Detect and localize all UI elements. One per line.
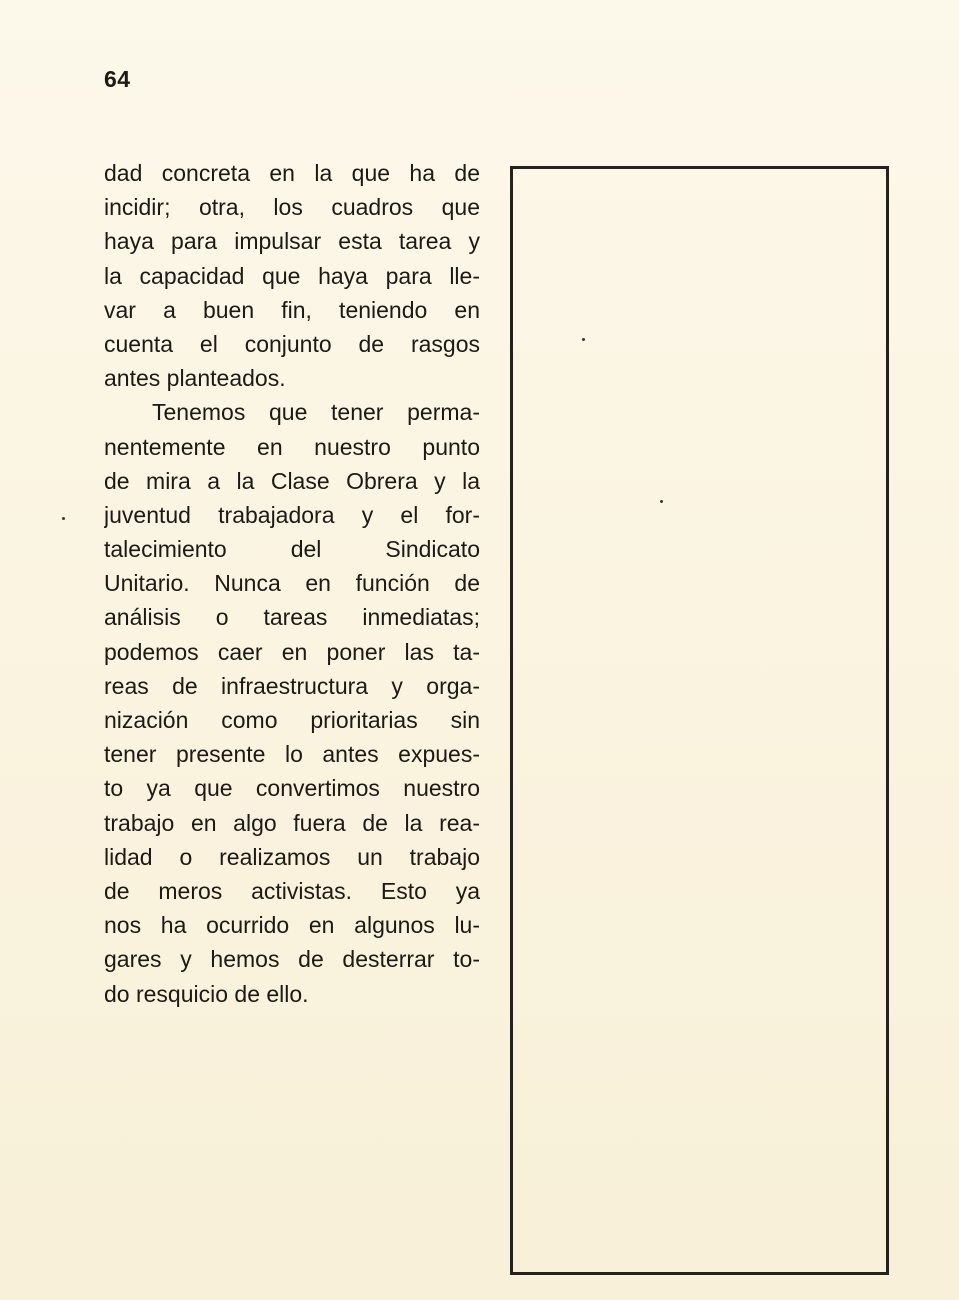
text-line: do resquicio de ello. bbox=[104, 980, 309, 1007]
text-line: nos ha ocurrido en algunos lu- bbox=[104, 912, 480, 939]
text-line: var a buen fin, teniendo en bbox=[104, 296, 480, 323]
ink-speck bbox=[582, 338, 585, 341]
text-line: talecimiento del Sindicato bbox=[104, 536, 480, 563]
text-line: nización como prioritarias sin bbox=[104, 707, 480, 733]
ink-speck bbox=[62, 517, 65, 520]
text-line: lidad o realizamos un trabajo bbox=[104, 843, 480, 870]
empty-box-frame bbox=[510, 166, 889, 1275]
text-line: reas de infraestructura y orga- bbox=[104, 672, 480, 699]
text-line: nentemente en nuestro punto bbox=[104, 433, 480, 460]
text-line: gares y hemos de desterrar to- bbox=[104, 946, 480, 973]
text-line: de mira a la Clase Obrera y la bbox=[104, 467, 480, 494]
text-line: cuenta el conjunto de rasgos bbox=[104, 330, 480, 357]
text-line: la capacidad que haya para lle- bbox=[104, 262, 480, 289]
paragraph-2 bbox=[104, 395, 480, 1010]
text-line: Tenemos que tener perma- bbox=[152, 399, 480, 426]
paragraph-1 bbox=[104, 156, 480, 395]
text-line: podemos caer en poner las ta- bbox=[104, 638, 480, 665]
text-line: análisis o tareas inmediatas; bbox=[104, 604, 480, 631]
text-line: Unitario. Nunca en función de bbox=[104, 570, 480, 597]
page-number: 64 bbox=[104, 66, 131, 92]
text-line: trabajo en algo fuera de la rea- bbox=[104, 809, 480, 836]
text-line: to ya que convertimos nuestro bbox=[104, 775, 480, 802]
text-line: incidir; otra, los cuadros que bbox=[104, 194, 480, 221]
text-line: tener presente lo antes expues- bbox=[104, 741, 480, 768]
ink-speck bbox=[660, 500, 663, 503]
text-line: haya para impulsar esta tarea y bbox=[104, 228, 480, 255]
text-line: de meros activistas. Esto ya bbox=[104, 877, 480, 904]
text-column bbox=[104, 156, 480, 1011]
text-line: antes planteados. bbox=[104, 365, 286, 392]
text-line: dad concreta en la que ha de bbox=[104, 160, 480, 186]
text-line: juventud trabajadora y el for- bbox=[104, 501, 480, 528]
